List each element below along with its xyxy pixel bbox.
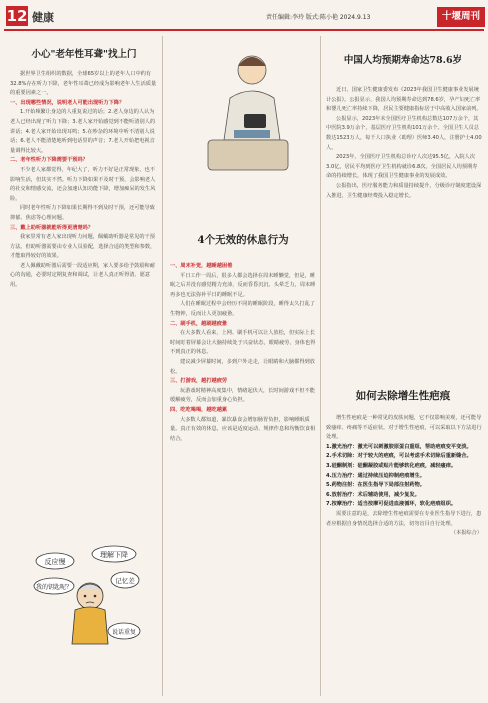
hearing-loss-illustration [32,538,142,648]
speech-bubble: 记忆差 [115,577,135,585]
section-title: 健康 [32,11,54,24]
paragraph: 据世界卫生组织的数据，全球65岁以上的老年人口中约有32.8%存在听力下降，老年性耳聋已经成为影响老年人生活质量的重要因素之一。 [10,71,157,97]
article-title: 4个无效的休息行为 [197,234,289,246]
paragraph: 平日工作一周后，很多人都会选择在周末睡懒觉，但是，睡眠之后并没有感觉精力充沛，反而昏昏沉沉、头晕乏力，周末睡再多也无法弥补平日的睡眠不足。 [170,272,316,298]
paragraph: 6.放射治疗：术后辅助使用，减少复发。 [326,491,420,498]
page-number: 12 [6,7,28,25]
article-body [10,70,158,540]
paragraph: 5.药物注射：在医生指导下局部注射药物。 [326,482,425,489]
speech-bubble: 说话重复 [111,629,137,636]
speech-bubble: 理解下降 [100,551,128,559]
paragraph: 3.硅酮制剂：硅酮凝胶或贴片能够软化疤痕，减轻瘙痒。 [326,462,457,469]
subheading: 三、打游戏，越打越疲劳 [170,378,228,385]
paragraph: 在大多数人看来，上网、刷手机可以让人放松，但实际上长时间盯着屏幕会让大脑持续处于兴奋状态，眼睛疲劳，身体也得不到真正的休息。 [170,330,316,356]
paragraph: （本报综合） [450,530,482,537]
paragraph: 2023年，全国医疗卫生机构总诊疗人次达95.5亿，入院人次3.0亿，居民平均到医疗卫生机构就诊6.8次。全国居民人均预期寿命的持续增长，体现了我国卫生健康事业的发展成效。 [326,154,478,180]
paragraph: 老人佩戴助听器后需要一段适应期，家人要多给予鼓励和耐心的沟通，必要时定期复查和调试，让老人真正听得清、愿意用。 [10,262,155,289]
subheading: 三、戴上助听器就能听得更清楚吗？ [10,224,94,231]
paragraph: 我家里常有老人家出现听力问题，佩戴助听器是常见的干预方法。但助听器需要由专业人员验配，选择合适的类型和参数，才能取得较好的效果。 [10,234,156,260]
paragraph: 1.开始频繁让身边的人重复说过的话；2.老人身边的人认为老人已经出现了听力下降；3.老人家开始感觉到不能听清别人的讲话；4.老人家开始出现耳鸣；5.在吵杂的环境中听不清别人说话；6.老人不能清楚地听到电话里的声音；7.老人开始把电视音量调得比较大。 [10,109,156,154]
page-header [0,0,488,32]
article-title: 中国人均预期寿命达78.6岁 [343,55,463,66]
paragraph: 玩游戏时精神高度集中，情绪起伏大，长时间游戏不但不能缓解疲劳，反而会加重身心负担。 [170,387,315,404]
editor-credits: 责任编辑:李玲 版式:陈小艳 2024.9.13 [266,14,371,21]
header-rule [4,29,484,31]
speech-bubble: 我的钥匙呢？ [35,584,73,591]
paragraph: 建议减少屏幕时间，多到户外走走，让眼睛和大脑都得到放松。 [170,358,315,375]
paragraph: 人们在睡眠过程中会经历不同的睡眠阶段，睡得太久打乱了生物钟，反而让人更加疲惫。 [170,301,315,317]
article-body [326,86,482,376]
paragraph: 近日，国家卫生健康委发布《2023年我国卫生健康事业发展统计公报》。公报显示，我国人均预期寿命达到78.6岁，孕产妇死亡率和婴儿死亡率持续下降，居民主要健康指标居于中高收入国家前列。 [326,87,482,113]
article-title: 如何去除增生性疤痕 [355,390,451,402]
article-title: 小心"老年性耳聋"找上门 [31,49,137,60]
paragraph: 7.按摩治疗：适当按摩可促进血液循环，软化疤痕组织。 [326,501,457,508]
subheading: 二、老年性听力下降需要干预吗？ [10,157,88,164]
column-divider [162,36,163,696]
subheading: 二、刷手机，越刷越疲惫 [170,320,228,327]
resting-person-illustration [200,40,290,195]
masthead-logo: 十堰周刊 [437,7,485,27]
subheading: 一、出现哪些情况，说明老人可能出现听力下降？ [10,99,125,106]
paragraph: 4.压力治疗：通过持续压迫抑制疤痕增生。 [326,472,425,479]
paragraph: 2.手术切除：对于较大的疤痕，可以考虑手术切除后重新缝合。 [326,453,472,460]
subheading: 四、吃吃喝喝，越吃越累 [170,406,228,413]
paragraph: 增生性疤痕是一种常见的皮肤问题，它不仅影响美观，还可能导致瘙痒、疼痛等不适症状。对于增生性疤痕，可以采取以下方法进行处理。 [326,415,482,441]
article-body [326,414,482,694]
column-divider [320,36,321,696]
paragraph: 1.激光治疗：激光可以刺激胶原蛋白重组，帮助疤痕变平变淡。 [326,443,472,450]
paragraph: 需要注意的是，去除增生性疤痕需要在专业医生指导下进行，患者应根据自身情况选择合适的方法，切勿盲目自行处理。 [326,510,482,527]
paragraph: 不少老人家都觉得，年纪大了，听力不好是正常现象，也不影响生活，但其实不然。听力下降如果不及时干预，会影响老人的社交和情感交流，还会加速认知功能下降，增加痴呆的发生风险。 [10,166,156,202]
paragraph: 公报指出，医疗服务能力和质量持续提升，分级诊疗制度建设深入推进，卫生健康经费投入稳定增长。 [326,182,482,199]
paragraph: 同时老年性听力下降如果长期得不到及时干预，还可能导致抑郁、焦虑等心理问题。 [10,205,155,221]
article-body [170,262,316,694]
paragraph: 公报显示，2023年末全国医疗卫生机构总数达107万余个，其中医院3.9万余个，基层医疗卫生机构101万余个。全国卫生人员总数达1523万人，每千人口执业（助理）医师3.40人，注册护士4.00人。 [326,115,482,151]
paragraph: 大多数人都知道，暴饮暴食会增加肠胃负担，影响睡眠质量。真正有效的休息，应该是适度运动、规律作息和均衡饮食相结合。 [170,416,316,442]
subheading: 一、周末补觉，越睡越困倦 [170,263,233,269]
speech-bubble: 反应慢 [44,558,66,566]
